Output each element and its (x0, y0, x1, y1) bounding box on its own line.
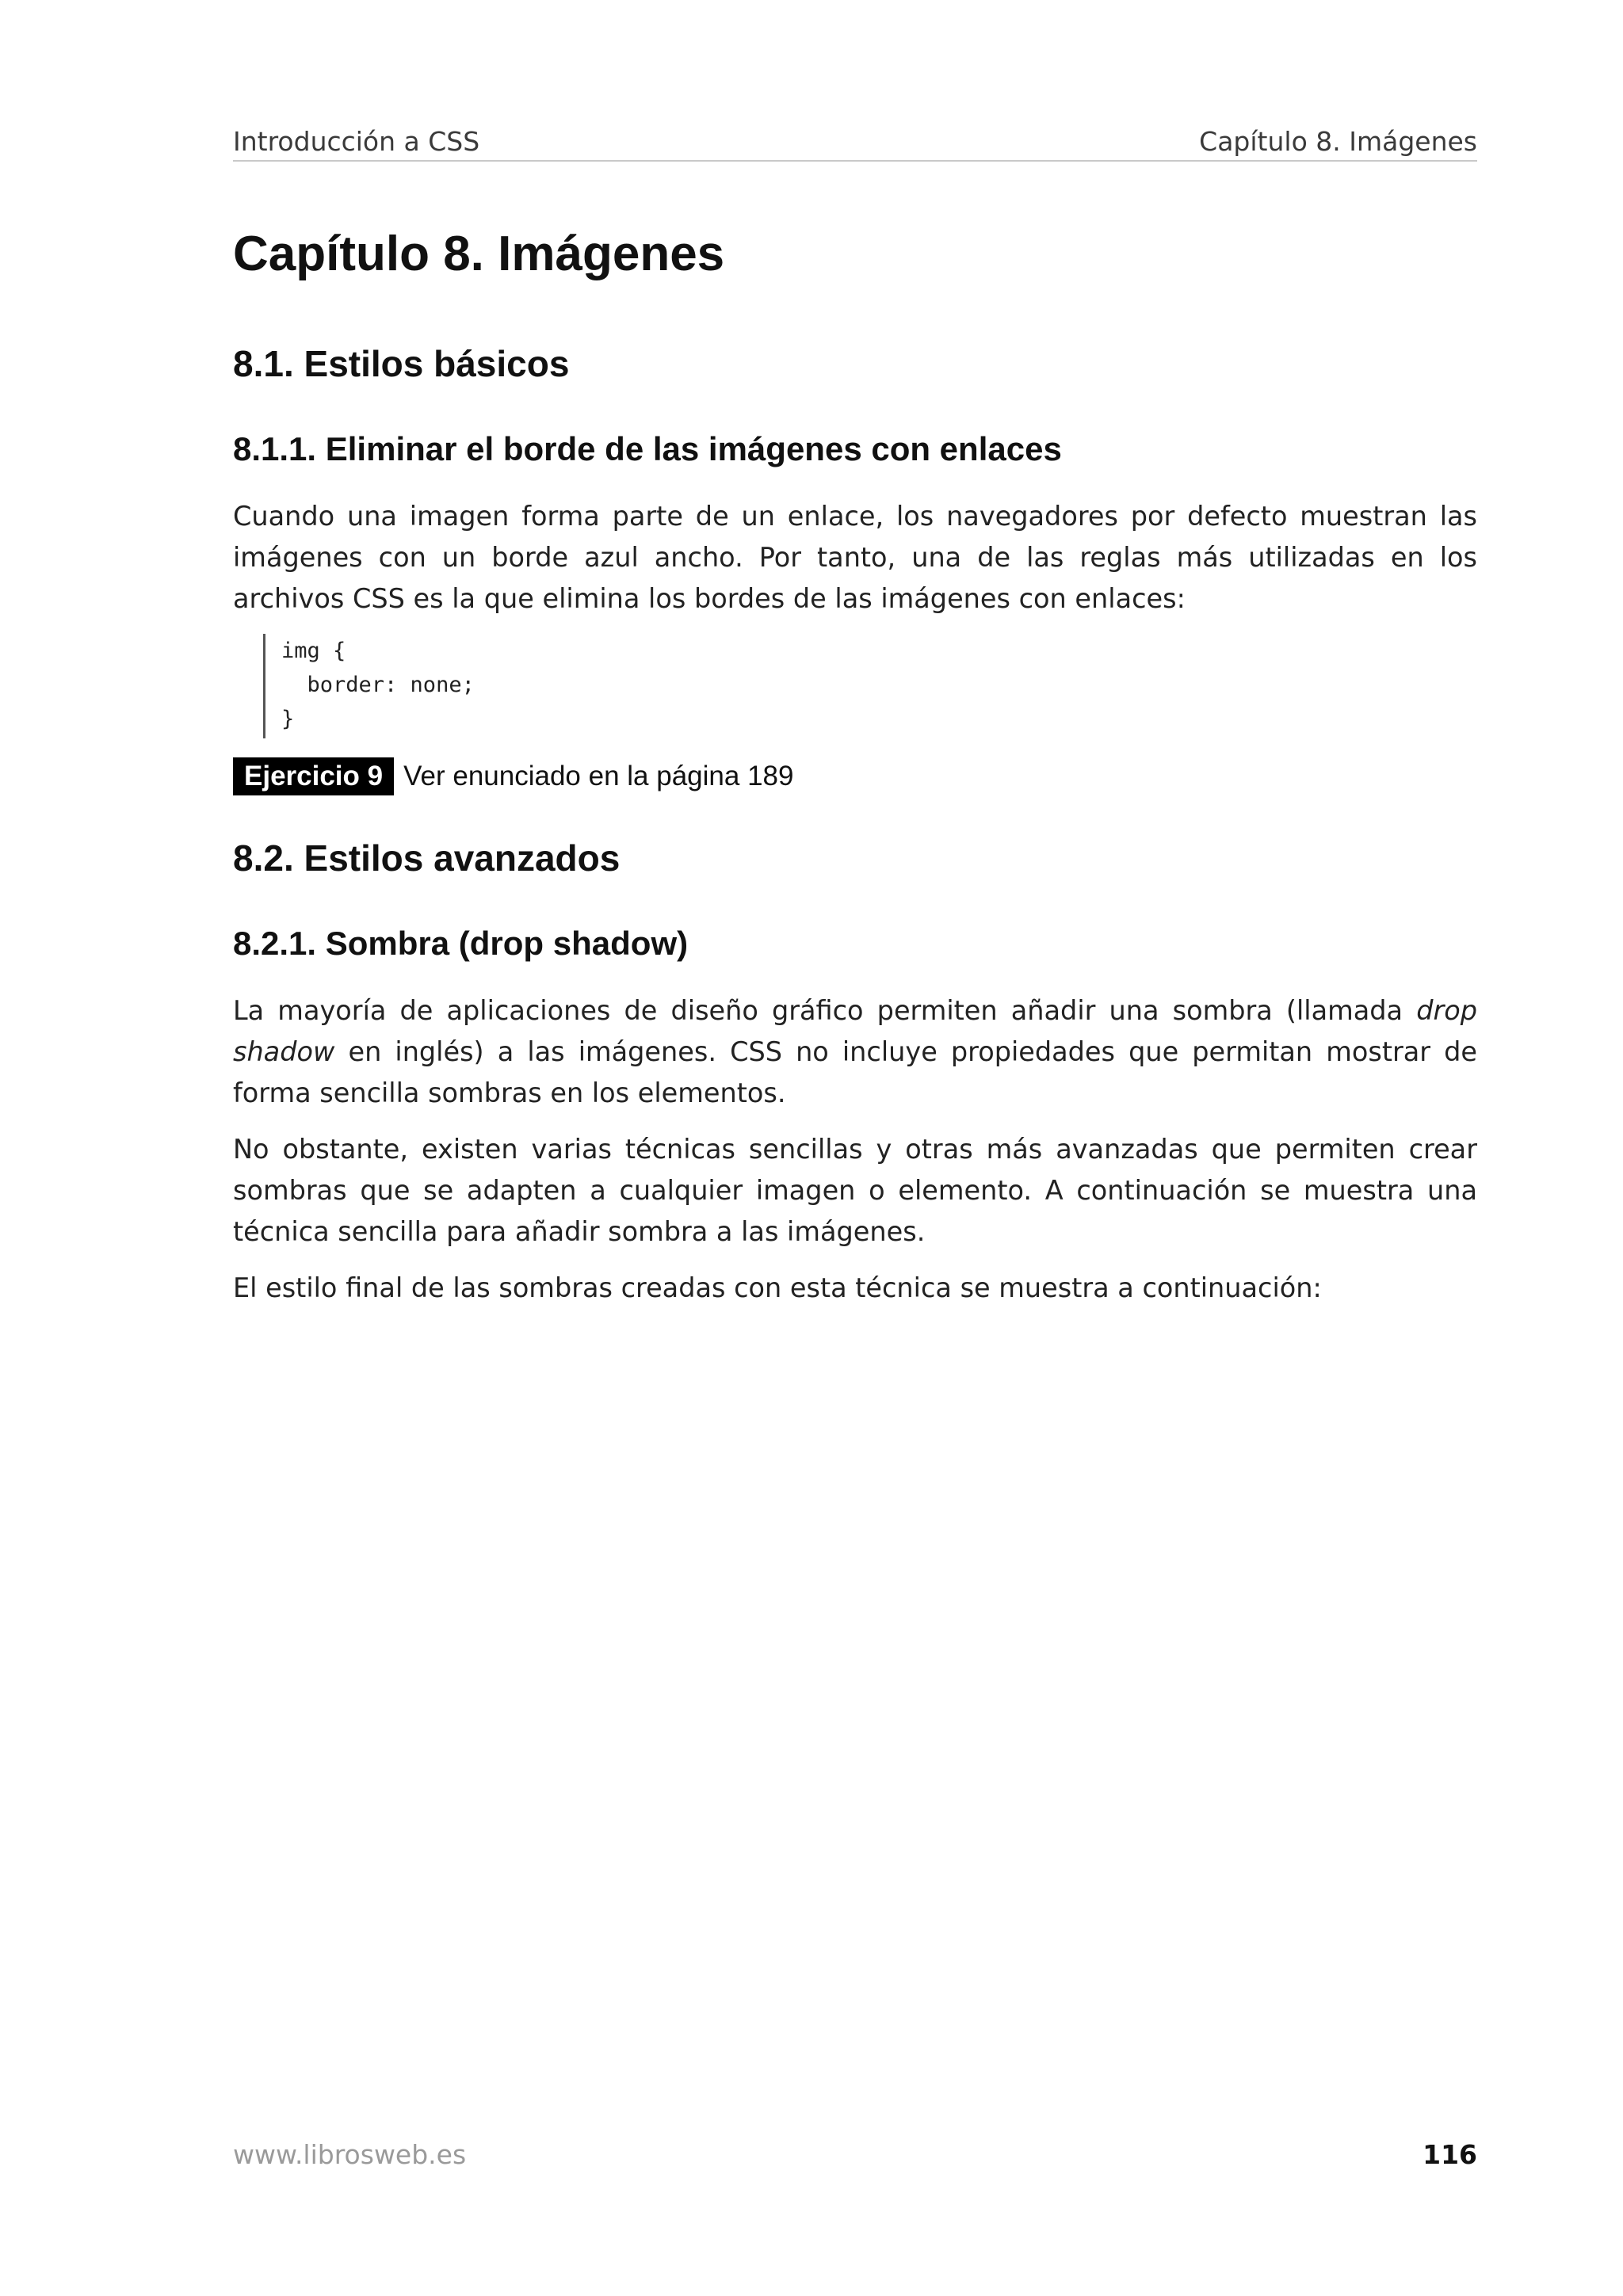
paragraph-shadow-result: El estilo final de las sombras creadas con esta técnica se muestra a continuación: (233, 1272, 1322, 1303)
section-heading-8-1-1: 8.1.1. Eliminar el borde de las imágenes con enlaces (233, 430, 1062, 467)
paragraph-shadow-techniques: No obstante, existen varias técnicas sencillas y otras más avanzadas que permiten crear sombras que se adapten a cualquier imagen o elemento. A continuación se muestra una técnica sencilla para añadir sombra a las imágenes. (233, 1134, 1477, 1247)
page-number: 116 (1423, 2139, 1477, 2170)
chapter-title: Capítulo 8. Imágenes (233, 227, 725, 281)
exercise-reference: Ver enunciado en la página 189 (403, 761, 794, 791)
section-heading-8-2: 8.2. Estilos avanzados (233, 837, 621, 879)
paragraph-emphasis: drop shadow (233, 995, 1477, 1067)
paragraph-text: La mayoría de aplicaciones de diseño gráfico permiten añadir una sombra (llamada (233, 995, 1417, 1026)
exercise-badge: Ejercicio 9 (233, 757, 394, 795)
paragraph-text: en inglés) a las imágenes. CSS no incluye propiedades que permitan mostrar de forma sencilla sombras en los elementos. (233, 1036, 1477, 1108)
running-header (233, 119, 1477, 162)
document-page (233, 0, 1477, 2296)
section-heading-8-2-1: 8.2.1. Sombra (drop shadow) (233, 925, 689, 962)
paragraph-drop-shadow-intro (233, 990, 1477, 1114)
footer-url: www.librosweb.es (233, 2139, 467, 2170)
exercise-callout (233, 757, 793, 795)
header-chapter-title: Capítulo 8. Imágenes (1199, 126, 1477, 157)
page-footer (233, 2139, 1477, 2170)
section-heading-8-1: 8.1. Estilos básicos (233, 343, 570, 384)
header-book-title: Introducción a CSS (233, 126, 480, 157)
paragraph-border-intro: Cuando una imagen forma parte de un enlace, los navegadores por defecto muestran las imágenes con un borde azul ancho. Por tanto, una de las reglas más utilizadas en los archivos CSS es la que elimina los bordes de las imágenes con enlaces: (233, 501, 1477, 614)
code-block: img { border: none; } (263, 634, 475, 738)
